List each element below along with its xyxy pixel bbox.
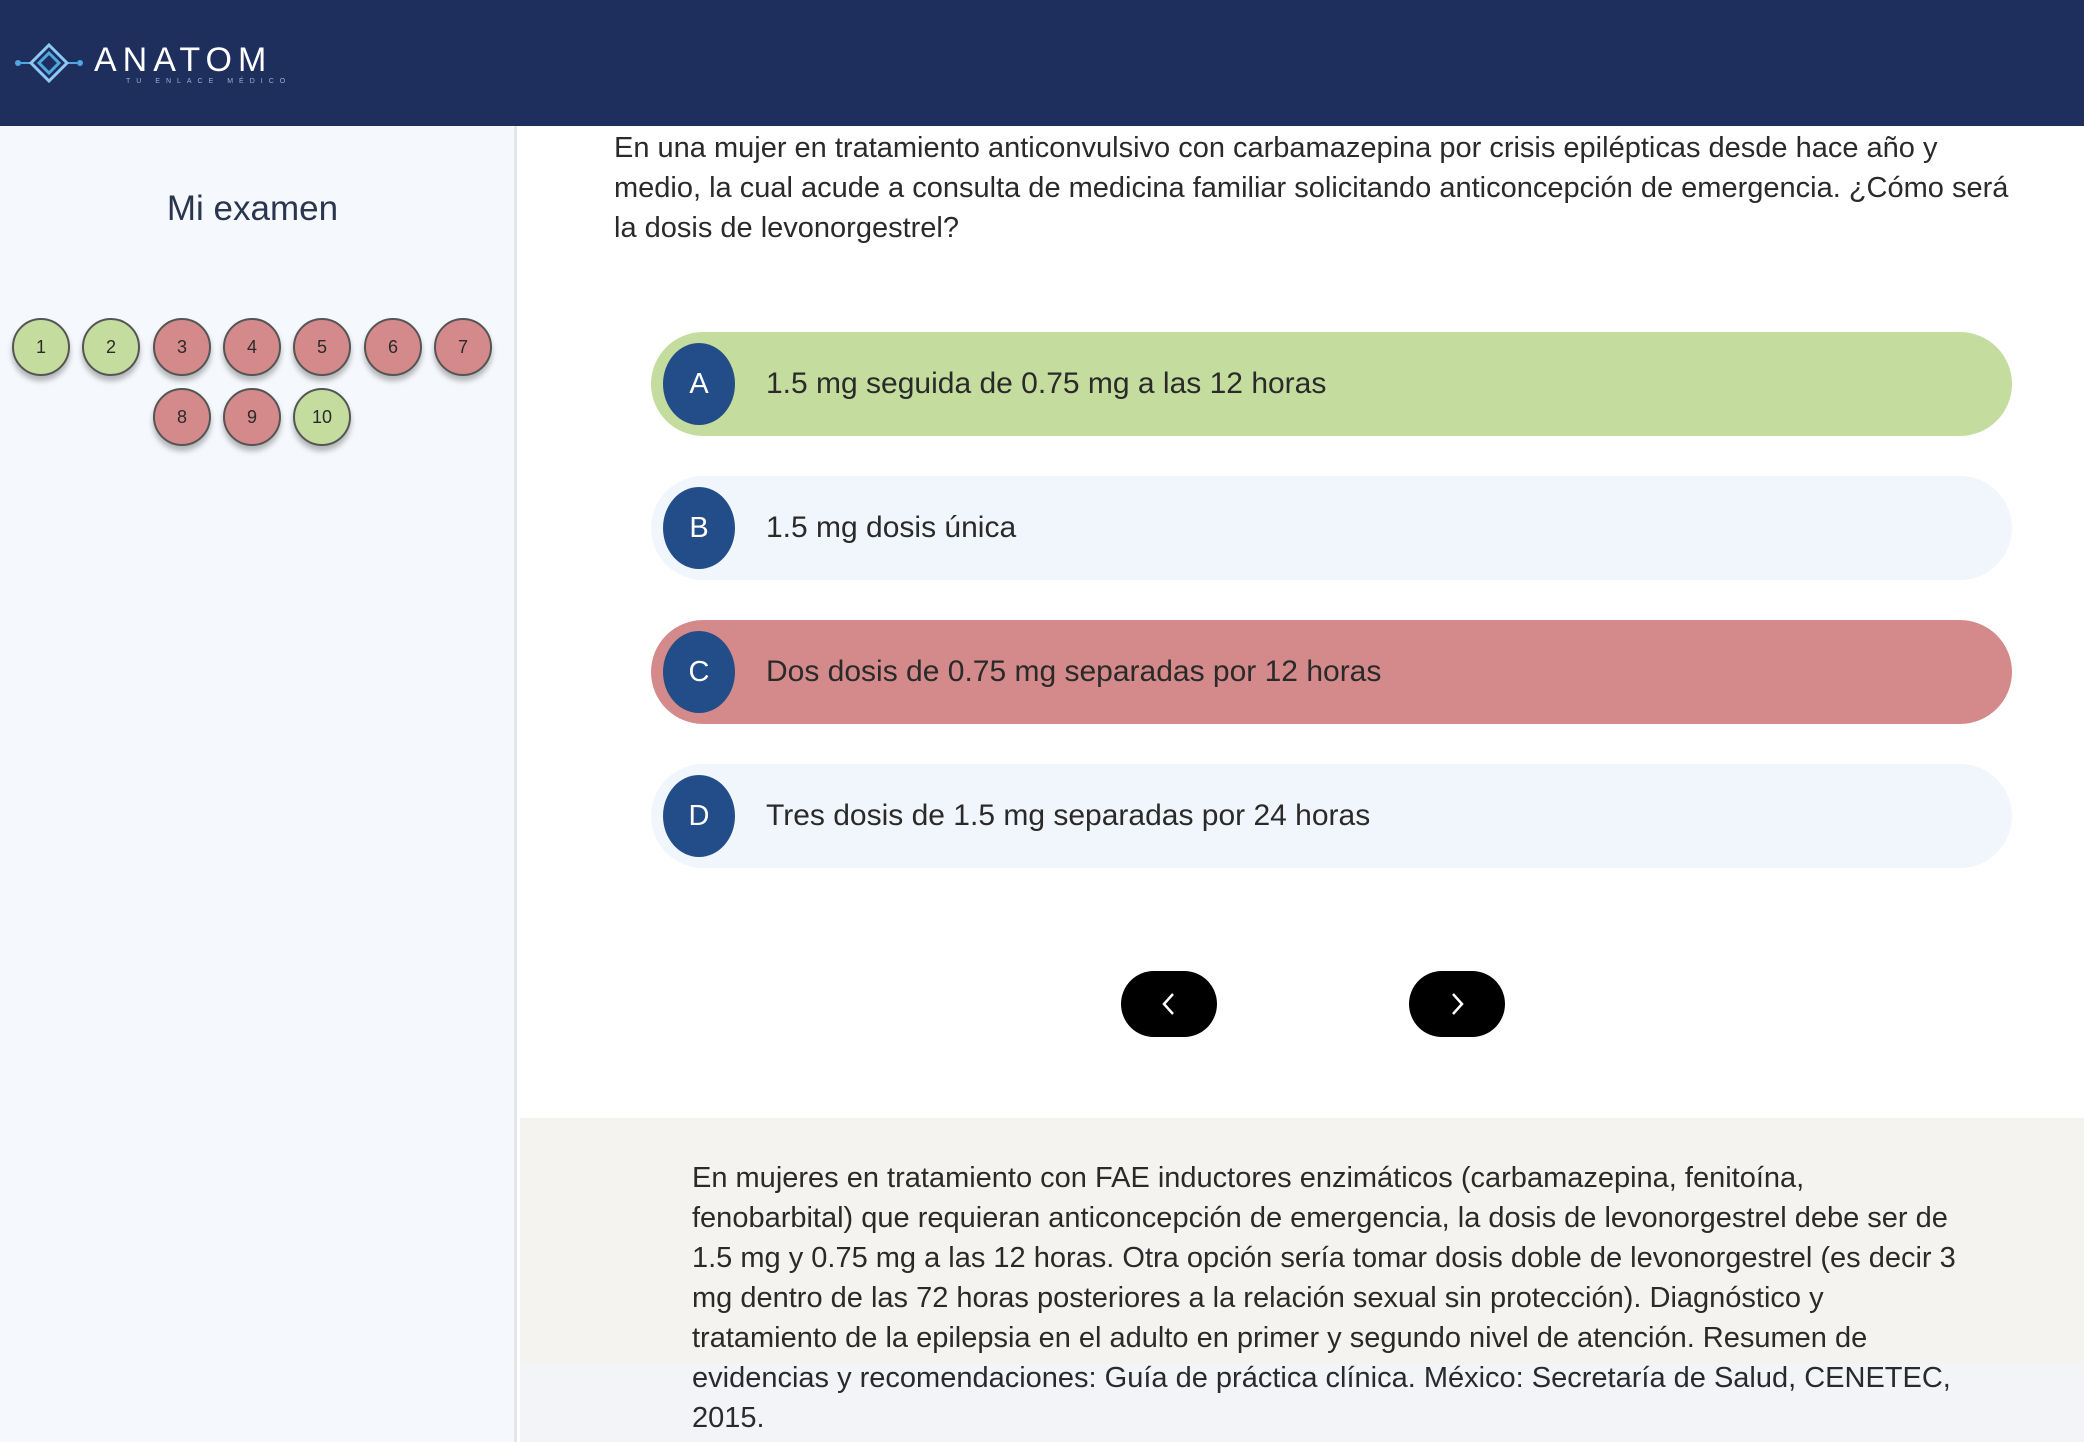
question-number-button[interactable]: 1 — [12, 318, 70, 376]
option-d[interactable] — [651, 764, 2012, 868]
anatom-logo[interactable] — [14, 38, 292, 88]
question-number-button[interactable]: 6 — [364, 318, 422, 376]
option-letter-badge: D — [663, 775, 735, 857]
exam-sidebar — [0, 126, 517, 1442]
question-number-button[interactable]: 7 — [434, 318, 492, 376]
top-header — [0, 0, 2084, 126]
option-a[interactable] — [651, 332, 2012, 436]
diamond-logo-icon — [14, 38, 84, 88]
option-letter-badge: C — [663, 631, 735, 713]
option-label: 1.5 mg dosis única — [766, 511, 1017, 544]
option-c[interactable] — [651, 620, 2012, 724]
previous-button[interactable] — [1121, 971, 1217, 1037]
option-b[interactable] — [651, 476, 2012, 580]
question-text: En una mujer en tratamiento anticonvulsivo con carbamazepina por crisis epilépticas desde hace año y medio, la cual acude a consulta de medicina familiar solicitando anticoncepción de emergencia. ¿Cómo será la dosis de levonorgestrel? — [614, 132, 2009, 244]
question-number-button[interactable]: 3 — [153, 318, 211, 376]
logo-tagline: TU ENLACE MÉDICO — [126, 78, 292, 85]
chevron-left-icon — [1154, 989, 1184, 1019]
sidebar-title: Mi examen — [166, 189, 339, 228]
logo-wordmark: ANATOM — [94, 41, 273, 79]
option-letter-badge: B — [663, 487, 735, 569]
option-letter-badge: A — [663, 343, 735, 425]
next-button[interactable] — [1409, 971, 1505, 1037]
option-label: 1.5 mg seguida de 0.75 mg a las 12 horas — [766, 367, 1327, 400]
question-number-button[interactable]: 9 — [223, 388, 281, 446]
chevron-right-icon — [1442, 989, 1472, 1019]
question-number-button[interactable]: 2 — [82, 318, 140, 376]
question-number-button[interactable]: 10 — [293, 388, 351, 446]
question-number-button[interactable]: 5 — [293, 318, 351, 376]
question-number-button[interactable]: 4 — [223, 318, 281, 376]
option-label: Dos dosis de 0.75 mg separadas por 12 horas — [766, 655, 1382, 688]
explanation-text: En mujeres en tratamiento con FAE inductores enzimáticos (carbamazepina, fenitoína, fenobarbital) que requieran anticoncepción de emergencia, la dosis de levonorgestrel debe ser de 1.5 mg y 0.75 mg a las 12 horas. Otra opción sería tomar dosis doble de levonorgestrel (es decir 3 mg dentro de las 72 horas posteriores a la relación sexual sin protección). Diagnóstico y tratamiento de la epilepsia en el adulto en primer y segundo nivel de atención. Resumen de evidencias y recomendaciones: Guía de práctica clínica. México: Secretaría de Salud, CENETEC, 2015. — [692, 1162, 1956, 1434]
question-number-button[interactable]: 8 — [153, 388, 211, 446]
option-label: Tres dosis de 1.5 mg separadas por 24 horas — [766, 799, 1371, 832]
